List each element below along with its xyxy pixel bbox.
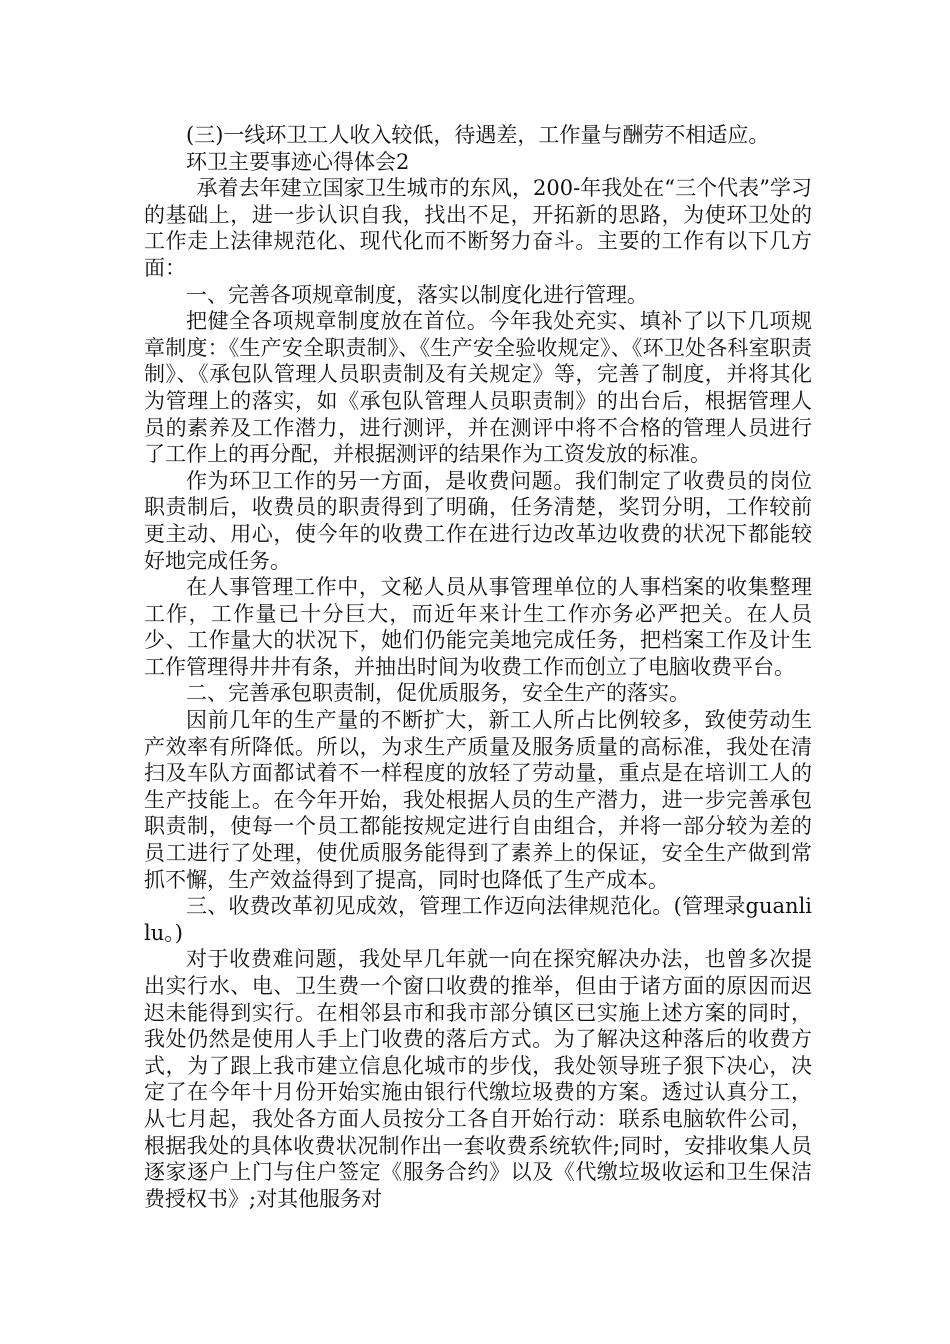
paragraph-fee-collection: 作为环卫工作的另一方面，是收费问题。我们制定了收费员的岗位职责制后，收费员的职责得到了明确，任务清楚，奖罚分明，工作较前更主动、用心，使今年的收费工作在进行边改革边收费的状况下都能较好地完成任务。	[144, 468, 812, 573]
paragraph-heading-one: 一、完善各项规章制度，落实以制度化进行管理。	[186, 282, 648, 307]
paragraph-heading-experience-2: 环卫主要事迹心得体会2	[186, 149, 410, 174]
paragraph-fee-reform: 对于收费难问题，我处早几年就一向在探究解决办法，也曾多次提出实行水、电、卫生费一个窗口收费的推举，但由于诸方面的原因而迟迟未能得到实行。在相邻县市和我市部分镇区已实施上述方案的同时，我处仍然是使用人手上门收费的落后方式。为了解决这种落后的收费方式，为了跟上我市建立信息化城市的步伐，我处领导班子狠下决心，决定了在今年十月份开始实施由银行代缴垃圾费的方案。透过认真分工，从七月起，我处各方面人员按分工各自开始行动：联系电脑软件公司，根据我处的具体收费状况制作出一套收费系统软件;同时，安排收集人员逐家逐户上门与住户签定《服务合约》以及《代缴垃圾收运和卫生保洁费授权书》;对其他服务对	[144, 947, 812, 1211]
paragraph-personnel: 在人事管理工作中，文秘人员从事管理单位的人事档案的收集整理工作，工作量已十分巨大，而近年来计生工作亦务必严把关。在人员少、工作量大的状况下，她们仍能完美地完成任务，把档案工作及计生工作管理得井井有条，并抽出时间为收费工作而创立了电脑收费平台。	[144, 575, 812, 679]
paragraph-intro: 承着去年建立国家卫生城市的东风，200-年我处在“三个代表”学习的基础上，进一步认识自我，找出不足，开拓新的思路，为使环卫处的工作走上法律规范化、现代化而不断努力奋斗。主要的工作有以下几方面：	[144, 176, 812, 280]
paragraph-heading-two: 二、完善承包职责制，促优质服务，安全生产的落实。	[186, 681, 690, 706]
paragraph-section-3-low-income: (三)一线环卫工人收入较低，待遇差，工作量与酬劳不相适应。	[186, 123, 770, 147]
paragraph-regulations: 把健全各项规章制度放在首位。今年我处充实、填补了以下几项规章制度：《生产安全职责制》、《生产安全验收规定》、《环卫处各科室职责制》、《承包队管理人员职责制及有关规定》等，完善了制度，并将其化为管理上的落实，如《承包队管理人员职责制》的出台后，根据管理人员的素养及工作潜力，进行测评，并在测评中将不合格的管理人员进行了工作上的再分配，并根据测评的结果作为工资发放的标准。	[144, 309, 812, 467]
paragraph-heading-three: 三、收费改革初见成效，管理工作迈向法律规范化。(管理录guanlilu。)	[144, 894, 812, 945]
document-body	[144, 122, 812, 1212]
paragraph-production: 因前几年的生产量的不断扩大，新工人所占比例较多，致使劳动生产效率有所降低。所以，为求生产质量及服务质量的高标准，我处在清扫及车队方面都试着不一样程度的放轻了劳动量，重点是在培训工人的生产技能上。在今年开始，我处根据人员的生产潜力，进一步完善承包职责制，使每一个员工都能按规定进行自由组合，并将一部分较为差的员工进行了处理，使优质服务能得到了素养上的保证，安全生产做到常抓不懈，生产效益得到了提高，同时也降低了生产成本。	[144, 708, 812, 892]
